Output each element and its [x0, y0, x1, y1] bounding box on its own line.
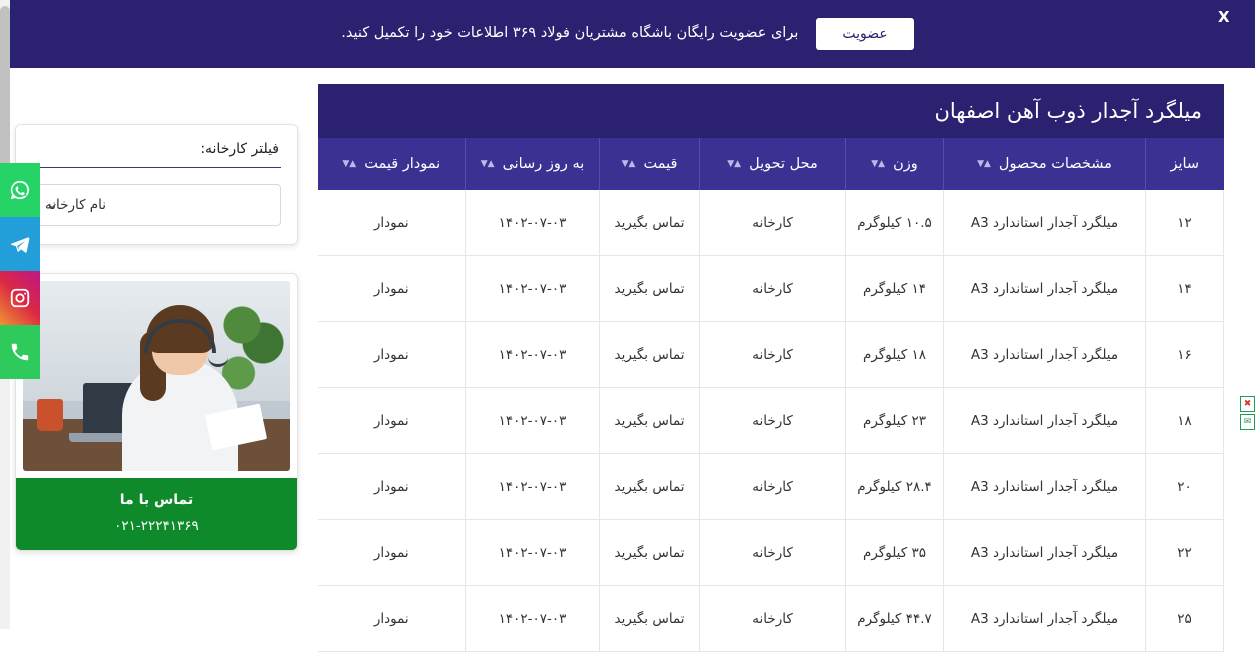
- phone-icon[interactable]: [0, 325, 40, 379]
- sort-icon: ▲▼: [871, 158, 886, 169]
- filter-divider: [32, 167, 281, 168]
- sort-icon: ▲▼: [480, 158, 495, 169]
- cell-size: ۲۰: [1146, 454, 1224, 520]
- cell-size: ۱۴: [1146, 256, 1224, 322]
- column-label: به روز رسانی: [502, 156, 585, 172]
- table-row: [318, 520, 1224, 586]
- column-header-price[interactable]: [600, 138, 700, 190]
- widget-mail-icon[interactable]: ✉: [1240, 414, 1255, 430]
- cell-place: کارخانه: [700, 322, 846, 388]
- cell-weight: ۳۵ کیلوگرم: [846, 520, 944, 586]
- cell-price: تماس بگیرید: [600, 256, 700, 322]
- cell-size: ۱۶: [1146, 322, 1224, 388]
- promo-banner: [0, 0, 1255, 68]
- cell-weight: ۲۸.۴ کیلوگرم: [846, 454, 944, 520]
- cell-weight: ۱۸ کیلوگرم: [846, 322, 944, 388]
- cell-weight: ۱۴ کیلوگرم: [846, 256, 944, 322]
- chart-link[interactable]: نمودار: [318, 586, 466, 652]
- cell-updated: ۱۴۰۲-۰۷-۰۳: [466, 586, 600, 652]
- table-row: [318, 190, 1224, 256]
- cell-place: کارخانه: [700, 520, 846, 586]
- cell-updated: ۱۴۰۲-۰۷-۰۳: [466, 190, 600, 256]
- instagram-icon[interactable]: [0, 271, 40, 325]
- cell-size: ۱۸: [1146, 388, 1224, 454]
- social-rail: [0, 163, 40, 379]
- panel-header: [318, 84, 1224, 138]
- cell-updated: ۱۴۰۲-۰۷-۰۳: [466, 256, 600, 322]
- column-header-chart[interactable]: [318, 138, 466, 190]
- cell-size: ۲۵: [1146, 586, 1224, 652]
- cell-spec: میلگرد آجدار استاندارد A3: [944, 388, 1146, 454]
- floating-accessibility-widget: [1240, 396, 1255, 430]
- table-row: [318, 322, 1224, 388]
- contact-title: تماس با ما: [119, 492, 194, 508]
- column-header-place[interactable]: [700, 138, 846, 190]
- column-header-weight[interactable]: [846, 138, 944, 190]
- promo-text: برای عضویت رایگان باشگاه مشتریان فولاد ۳۶۹ اطلاعات خود را تکمیل کنید.: [341, 25, 799, 42]
- cell-spec: میلگرد آجدار استاندارد A3: [944, 190, 1146, 256]
- column-label: نمودار قیمت: [364, 156, 441, 172]
- factory-select-value: نام کارخانه: [45, 197, 107, 213]
- table-row: [318, 586, 1224, 652]
- cell-price: تماس بگیرید: [600, 454, 700, 520]
- cell-place: کارخانه: [700, 454, 846, 520]
- table-body: [318, 190, 1224, 652]
- cell-spec: میلگرد آجدار استاندارد A3: [944, 322, 1146, 388]
- cell-price: تماس بگیرید: [600, 190, 700, 256]
- cell-updated: ۱۴۰۲-۰۷-۰۳: [466, 520, 600, 586]
- cell-spec: میلگرد آجدار استاندارد A3: [944, 586, 1146, 652]
- cell-spec: میلگرد آجدار استاندارد A3: [944, 454, 1146, 520]
- contact-phone[interactable]: ۰۲۱-۲۲۲۴۱۳۶۹: [114, 518, 199, 534]
- table-row: [318, 256, 1224, 322]
- table-header-row: [318, 138, 1224, 190]
- chevron-down-icon: [45, 198, 59, 212]
- sort-icon: ▲▼: [621, 158, 636, 169]
- cell-updated: ۱۴۰۲-۰۷-۰۳: [466, 322, 600, 388]
- sort-icon: ▲▼: [977, 158, 991, 169]
- column-header-size[interactable]: [1146, 138, 1224, 190]
- chart-link[interactable]: نمودار: [318, 520, 466, 586]
- cell-place: کارخانه: [700, 586, 846, 652]
- cell-spec: میلگرد آجدار استاندارد A3: [944, 520, 1146, 586]
- contact-footer: [16, 478, 297, 550]
- table-row: [318, 388, 1224, 454]
- cell-updated: ۱۴۰۲-۰۷-۰۳: [466, 388, 600, 454]
- price-table: [318, 138, 1225, 652]
- widget-close-icon[interactable]: ✖: [1240, 396, 1255, 412]
- product-panel: [318, 84, 1224, 652]
- column-label: وزن: [893, 156, 918, 172]
- cell-price: تماس بگیرید: [600, 322, 700, 388]
- close-icon[interactable]: X: [1218, 8, 1230, 26]
- cell-weight: ۴۴.۷ کیلوگرم: [846, 586, 944, 652]
- column-label: قیمت: [643, 156, 678, 172]
- page-title: میلگرد آجدار ذوب آهن اصفهان: [934, 99, 1202, 123]
- cell-weight: ۱۰.۵ کیلوگرم: [846, 190, 944, 256]
- cell-price: تماس بگیرید: [600, 388, 700, 454]
- cell-size: ۱۲: [1146, 190, 1224, 256]
- chart-link[interactable]: نمودار: [318, 454, 466, 520]
- telegram-icon[interactable]: [0, 217, 40, 271]
- factory-filter-card: [15, 124, 298, 245]
- table-row: [318, 454, 1224, 520]
- promo-signup-button[interactable]: عضویت: [816, 18, 913, 50]
- cell-place: کارخانه: [700, 190, 846, 256]
- chart-link[interactable]: نمودار: [318, 190, 466, 256]
- cell-spec: میلگرد آجدار استاندارد A3: [944, 256, 1146, 322]
- chart-link[interactable]: نمودار: [318, 322, 466, 388]
- sidebar: [15, 124, 298, 551]
- cell-updated: ۱۴۰۲-۰۷-۰۳: [466, 454, 600, 520]
- column-label: محل تحویل: [749, 156, 818, 172]
- cell-price: تماس بگیرید: [600, 520, 700, 586]
- chart-link[interactable]: نمودار: [318, 256, 466, 322]
- cell-place: کارخانه: [700, 388, 846, 454]
- sort-icon: ▲▼: [342, 158, 357, 169]
- column-label: مشخصات محصول: [998, 156, 1112, 172]
- cell-weight: ۲۳ کیلوگرم: [846, 388, 944, 454]
- cell-price: تماس بگیرید: [600, 586, 700, 652]
- sort-icon: ▲▼: [727, 158, 742, 169]
- cell-place: کارخانه: [700, 256, 846, 322]
- support-agent-image: [23, 281, 290, 471]
- contact-card[interactable]: [15, 273, 298, 551]
- chart-link[interactable]: نمودار: [318, 388, 466, 454]
- whatsapp-icon[interactable]: [0, 163, 40, 217]
- factory-select[interactable]: [32, 184, 281, 226]
- filter-title: فیلتر کارخانه:: [200, 141, 279, 157]
- cell-size: ۲۲: [1146, 520, 1224, 586]
- column-header-spec[interactable]: [944, 138, 1146, 190]
- column-label: سایز: [1170, 156, 1200, 172]
- column-header-updated[interactable]: [466, 138, 600, 190]
